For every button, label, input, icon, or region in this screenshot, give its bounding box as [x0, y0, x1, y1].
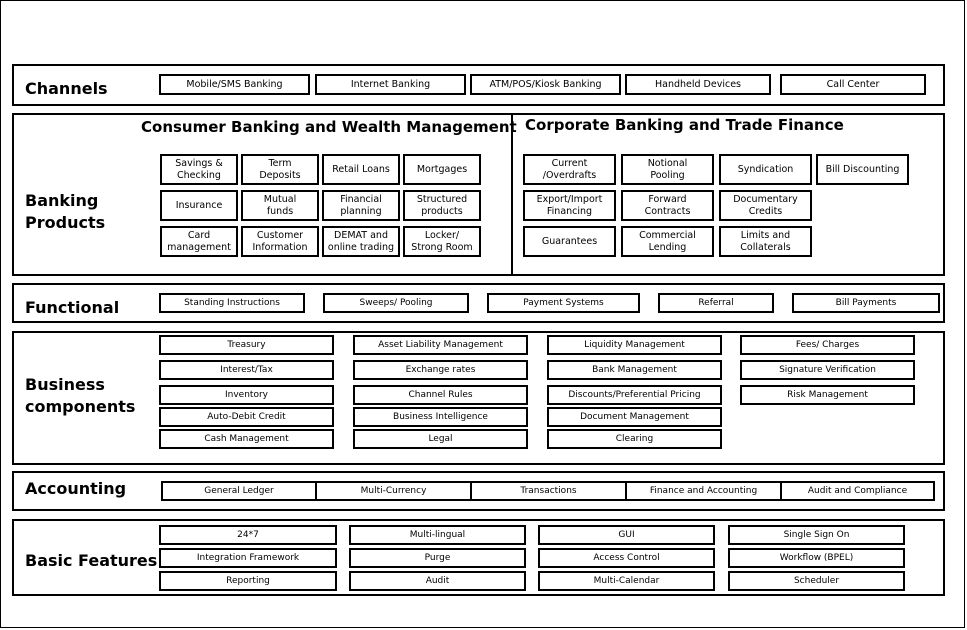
product-retail-loans: Retail Loans	[322, 154, 400, 185]
basic-multi-lingual: Multi-lingual	[349, 525, 526, 545]
business-legal: Legal	[353, 429, 528, 449]
product-current-overdrafts: Current /Overdrafts	[523, 154, 616, 185]
product-guarantees: Guarantees	[523, 226, 616, 257]
product-export-import-financing: Export/Import Financing	[523, 190, 616, 221]
product-customer-information: Customer Information	[241, 226, 319, 257]
product-financial-planning: Financial planning	[322, 190, 400, 221]
banking-products-label: Banking Products	[25, 191, 106, 232]
product-documentary-credits: Documentary Credits	[719, 190, 812, 221]
banking-products-divider	[511, 114, 513, 275]
business-exchange-rates: Exchange rates	[353, 360, 528, 380]
basic-single-sign-on: Single Sign On	[728, 525, 905, 545]
functional-standing-instructions: Standing Instructions	[159, 293, 305, 313]
channel-call-center: Call Center	[780, 74, 926, 95]
basic-features-label: Basic Features	[25, 551, 158, 570]
product-insurance: Insurance	[160, 190, 238, 221]
basic-audit: Audit	[349, 571, 526, 591]
product-bill-discounting: Bill Discounting	[816, 154, 909, 185]
business-cash-management: Cash Management	[159, 429, 334, 449]
product-structured-products: Structured products	[403, 190, 481, 221]
channel-atm-pos-kiosk: ATM/POS/Kiosk Banking	[470, 74, 621, 95]
product-term-deposits: Term Deposits	[241, 154, 319, 185]
business-risk-management: Risk Management	[740, 385, 915, 405]
business-bank-management: Bank Management	[547, 360, 722, 380]
business-intelligence: Business Intelligence	[353, 407, 528, 427]
basic-gui: GUI	[538, 525, 715, 545]
basic-reporting: Reporting	[159, 571, 337, 591]
business-components-label: Business components	[25, 375, 136, 416]
accounting-finance: Finance and Accounting	[625, 481, 782, 501]
business-fees-charges: Fees/ Charges	[740, 335, 915, 355]
business-discounts-pricing: Discounts/Preferential Pricing	[547, 385, 722, 405]
product-demat-online-trading: DEMAT and online trading	[322, 226, 400, 257]
product-syndication: Syndication	[719, 154, 812, 185]
functional-payment-systems: Payment Systems	[487, 293, 640, 313]
business-document-management: Document Management	[547, 407, 722, 427]
accounting-label: Accounting	[25, 479, 127, 498]
business-inventory: Inventory	[159, 385, 334, 405]
product-mortgages: Mortgages	[403, 154, 481, 185]
basic-integration-framework: Integration Framework	[159, 548, 337, 568]
basic-scheduler: Scheduler	[728, 571, 905, 591]
business-clearing: Clearing	[547, 429, 722, 449]
channel-mobile-sms: Mobile/SMS Banking	[159, 74, 310, 95]
accounting-transactions: Transactions	[470, 481, 627, 501]
basic-access-control: Access Control	[538, 548, 715, 568]
product-commercial-lending: Commercial Lending	[621, 226, 714, 257]
accounting-audit-compliance: Audit and Compliance	[780, 481, 935, 501]
product-savings-checking: Savings & Checking	[160, 154, 238, 185]
functional-referral: Referral	[658, 293, 774, 313]
product-forward-contracts: Forward Contracts	[621, 190, 714, 221]
business-interest-tax: Interest/Tax	[159, 360, 334, 380]
basic-multi-calendar: Multi-Calendar	[538, 571, 715, 591]
business-treasury: Treasury	[159, 335, 334, 355]
accounting-general-ledger: General Ledger	[161, 481, 317, 501]
product-mutual-funds: Mutual funds	[241, 190, 319, 221]
channel-internet-banking: Internet Banking	[315, 74, 466, 95]
functional-label: Functional	[25, 298, 120, 317]
business-liquidity: Liquidity Management	[547, 335, 722, 355]
business-auto-debit-credit: Auto-Debit Credit	[159, 407, 334, 427]
basic-24x7: 24*7	[159, 525, 337, 545]
channels-label: Channels	[25, 79, 108, 98]
functional-sweeps-pooling: Sweeps/ Pooling	[323, 293, 469, 313]
basic-purge: Purge	[349, 548, 526, 568]
channel-handheld: Handheld Devices	[625, 74, 771, 95]
product-limits-collaterals: Limits and Collaterals	[719, 226, 812, 257]
business-signature-verification: Signature Verification	[740, 360, 915, 380]
corporate-banking-title: Corporate Banking and Trade Finance	[525, 116, 844, 134]
functional-bill-payments: Bill Payments	[792, 293, 940, 313]
product-notional-pooling: Notional Pooling	[621, 154, 714, 185]
consumer-banking-title: Consumer Banking and Wealth Management	[141, 118, 517, 136]
business-alm: Asset Liability Management	[353, 335, 528, 355]
business-channel-rules: Channel Rules	[353, 385, 528, 405]
basic-workflow-bpel: Workflow (BPEL)	[728, 548, 905, 568]
product-locker-strong-room: Locker/ Strong Room	[403, 226, 481, 257]
accounting-multi-currency: Multi-Currency	[315, 481, 472, 501]
product-card-management: Card management	[160, 226, 238, 257]
